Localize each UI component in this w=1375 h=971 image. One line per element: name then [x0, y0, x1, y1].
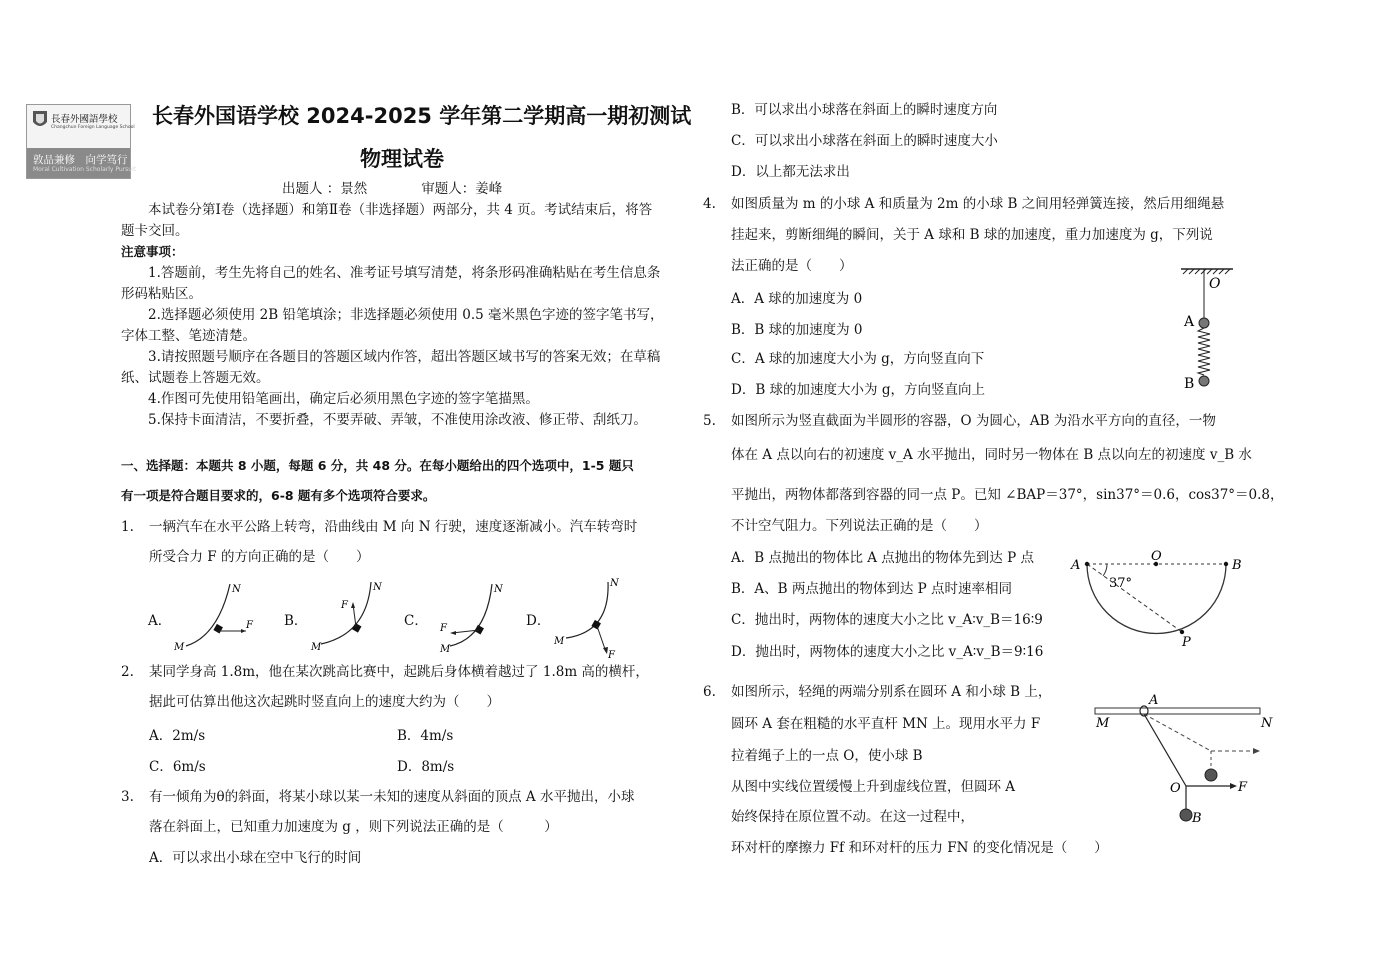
q4-text-2: 挂起来，剪断细绳的瞬间，关于 A 球和 B 球的加速度，重力加速度为 g，下列说: [731, 227, 1213, 243]
authors: 出题人 ：景然 审题人：姜峰: [282, 181, 503, 197]
q2-option-d: D．8m/s: [397, 759, 455, 775]
q2-option-b: B．4m/s: [397, 728, 454, 744]
logo-emblem-area: [27, 105, 135, 148]
q3-option-a: A．可以求出小球在空中飞行的时间: [149, 850, 362, 866]
label-b: B: [1232, 558, 1242, 573]
q2-option-a: A．2m/s: [149, 728, 206, 744]
q1-text-2: 所受合力 F 的方向正确的是（ ）: [149, 549, 370, 565]
q1-diagram-d: [550, 576, 640, 660]
school-title: 长春外国语学校 2024-2025 学年第二学期高一期初测试: [152, 104, 692, 128]
q5-text-4: 不计空气阻力。下列说法正确的是（ ）: [731, 518, 988, 534]
logo-motto-en: Moral Cultivation Scholarly Pursuit: [33, 166, 137, 173]
q1-option-c: C．: [404, 613, 428, 629]
logo-motto-band: [27, 148, 137, 178]
dashed-rope-upper: [1144, 714, 1211, 751]
note-line: 3.请按照题号顺序在各题目的答题区域内作答，超出答题区域书写的答案无效；在草稿: [148, 349, 661, 365]
q1-option-a: A．: [148, 613, 172, 629]
ball-b: [1199, 376, 1209, 386]
q4-text-1: 如图质量为 m 的小球 A 和质量为 2m 的小球 B 之间用轻弹簧连接，然后用细绳悬: [731, 196, 1225, 212]
q3-text-2: 落在斜面上，已知重力加速度为 g ，则下列说法正确的是（ ）: [149, 819, 558, 835]
note-line: 1.答题前，考生先将自己的姓名、准考证号填写清楚，将条形码准确粘贴在考生信息条: [148, 265, 661, 281]
label-n: N: [1261, 716, 1273, 731]
q3-text-1: 有一倾角为θ的斜面，将某小球以某一未知的速度从斜面的顶点 A 水平抛出，小球: [149, 789, 635, 805]
q1-text-1: 一辆汽车在水平公路上转弯，沿曲线由 M 向 N 行驶，速度逐渐减小。汽车转弯时: [149, 519, 638, 535]
label-m: M: [311, 642, 322, 652]
label-m: M: [440, 644, 451, 652]
note-line: 纸、试题卷上答题无效。: [121, 370, 270, 386]
label-a: A: [1071, 558, 1081, 573]
label-n: N: [494, 584, 503, 595]
ball-a: [1199, 318, 1209, 328]
line-ap: [1087, 564, 1182, 632]
note-line: 5.保持卡面清洁，不要折叠，不要弄破、弄皱，不准使用涂改液、修正带、刮纸刀。: [148, 412, 647, 428]
semicircle: [1087, 564, 1226, 634]
arrow-head: [1253, 748, 1260, 754]
q6-ring-diagram: [1090, 688, 1280, 828]
q6-text-2: 圆环 A 套在粗糙的水平直杆 MN 上。现用水平力 F: [731, 716, 1041, 732]
curve-path: [321, 582, 371, 644]
q5-option-c: C．抛出时，两物体的速度大小之比 v_A∶v_B＝16∶9: [731, 612, 1043, 628]
label-n: N: [373, 582, 382, 593]
point-a: [1085, 562, 1089, 566]
q2-number: 2.: [121, 664, 134, 680]
q1-diagram-a: [170, 580, 260, 652]
note-line: 字体工整、笔迹清楚。: [121, 328, 256, 344]
ball-b-dashed: [1205, 769, 1217, 781]
q6-text-5: 始终保持在原位置不动。在这一过程中，: [731, 809, 974, 825]
q2-text-1: 某同学身高 1.8m，他在某次跳高比赛中，起跳后身体横着越过了 1.8m 高的横杆，: [149, 664, 649, 680]
spring-coil: [1198, 328, 1210, 375]
label-b: B: [1184, 376, 1195, 392]
label-n: N: [610, 578, 619, 589]
q1-option-b: B．: [284, 613, 308, 629]
school-logo: [26, 104, 137, 179]
label-m: M: [174, 642, 185, 652]
q4-option-c: C．A 球的加速度大小为 g，方向竖直向下: [731, 351, 985, 367]
q3-option-c: C．可以求出小球落在斜面上的瞬时速度大小: [731, 133, 998, 149]
label-m: M: [1096, 716, 1110, 731]
label-o: O: [1170, 781, 1181, 796]
point-b: [1224, 562, 1228, 566]
label-o: O: [1209, 276, 1221, 292]
curve-path: [450, 584, 492, 646]
q5-text-3: 平抛出，两物体都落到容器的同一点 P。已知 ∠BAP＝37°，sin37°＝0.6，cos37°＝0.8，: [731, 487, 1284, 503]
label-f: F: [341, 600, 348, 611]
q5-option-d: D．抛出时，两物体的速度大小之比 v_A∶v_B＝9∶16: [731, 644, 1044, 660]
q5-text-2: 体在 A 点以向右的初速度 v_A 水平抛出，同时另一物体在 B 点以向左的初速度 v_B 水: [731, 447, 1252, 463]
note-line: 形码粘贴区。: [121, 286, 202, 302]
exam-title: 物理试卷: [360, 147, 444, 171]
ball-b: [1180, 809, 1192, 821]
q4-text-3: 法正确的是（ ）: [731, 258, 853, 274]
q3-option-d: D．以上都无法求出: [731, 164, 850, 180]
q4-number: 4.: [703, 196, 716, 212]
note-line: 4.作图可先使用铅笔画出，确定后必须用黑色字迹的签字笔描黑。: [148, 391, 539, 407]
label-m: M: [554, 636, 565, 647]
q5-option-b: B．A、B 两点抛出的物体到达 P 点时速率相同: [731, 581, 1013, 597]
section1-heading-2: 有一项是符合题目要求的，6-8 题有多个选项符合要求。: [121, 488, 436, 503]
label-f: F: [608, 650, 615, 660]
label-f: F: [246, 620, 253, 631]
q1-diagram-b: [305, 578, 395, 652]
intro-line-2: 题卡交回。: [121, 223, 189, 239]
arrow-head: [450, 631, 456, 635]
q6-text-4: 从图中实线位置缓慢上升到虚线位置，但圆环 A: [731, 779, 1016, 795]
notice-heading: 注意事项：: [121, 244, 184, 259]
section1-heading-1: 一、选择题：本题共 8 小题，每题 6 分，共 48 分。在每小题给出的四个选项中，1-5 题只: [121, 458, 634, 473]
car-marker: [352, 623, 362, 633]
q5-option-a: A．B 点抛出的物体比 A 点抛出的物体先到达 P 点: [731, 550, 1034, 566]
point-p: [1180, 630, 1184, 634]
q3-number: 3.: [121, 789, 134, 805]
q5-semicircle-diagram: [1062, 544, 1252, 650]
car-marker: [213, 624, 223, 634]
q2-option-c: C．6m/s: [149, 759, 206, 775]
q5-number: 5.: [703, 413, 716, 429]
label-a: A: [1184, 314, 1195, 330]
q1-diagram-c: [430, 578, 520, 652]
label-o: O: [1151, 549, 1162, 564]
logo-school-subtitle: Changchun Foreign Language School: [51, 125, 135, 130]
q4-option-b: B．B 球的加速度为 0: [731, 322, 863, 338]
q2-text-2: 据此可估算出他这次起跳时竖直向上的速度大约为（ ）: [149, 694, 500, 710]
q1-number: 1.: [121, 519, 134, 535]
angle-arc: [1103, 564, 1107, 576]
q4-option-d: D．B 球的加速度大小为 g，方向竖直向上: [731, 382, 985, 398]
school-crest-icon: [32, 110, 48, 130]
rod-mn: [1095, 708, 1260, 714]
rope-upper: [1144, 714, 1186, 786]
label-angle: 37°: [1109, 576, 1133, 591]
car-marker: [591, 620, 601, 630]
q4-option-a: A．A 球的加速度为 0: [731, 291, 863, 307]
q3-option-b: B．可以求出小球落在斜面上的瞬时速度方向: [731, 102, 998, 118]
q6-number: 6.: [703, 684, 716, 700]
q6-text-3: 拉着绳子上的一点 O，使小球 B: [731, 748, 923, 764]
logo-motto: 敦品兼修 向学笃行: [33, 154, 128, 166]
arrow-head: [1230, 783, 1237, 789]
logo-school-name: 長春外國語學校: [51, 114, 118, 125]
label-b: B: [1192, 811, 1202, 826]
note-line: 2.选择题必须使用 2B 铅笔填涂；非选择题必须使用 0.5 毫米黑色字迹的签字笔书写，: [148, 307, 664, 323]
q4-spring-diagram: [1175, 262, 1245, 392]
q6-text-6: 环对杆的摩擦力 Ff 和环对杆的压力 FN 的变化情况是（ ）: [731, 840, 1108, 856]
intro-line-1: 本试卷分第Ⅰ卷（选择题）和第Ⅱ卷（非选择题）两部分，共 4 页。考试结束后，将答: [148, 202, 653, 218]
curve-path: [186, 584, 230, 646]
label-a: A: [1149, 693, 1159, 708]
label-p: P: [1182, 635, 1191, 650]
label-f: F: [1238, 780, 1248, 795]
car-marker: [474, 625, 484, 635]
q1-option-d: D．: [526, 613, 551, 629]
label-n: N: [232, 584, 241, 595]
q6-text-1: 如图所示，轻绳的两端分别系在圆环 A 和小球 B 上，: [731, 684, 1052, 700]
q5-text-1: 如图所示为竖直截面为半圆形的容器，O 为圆心，AB 为沿水平方向的直径，一物: [731, 413, 1216, 429]
arrow-head: [351, 602, 355, 608]
label-f: F: [440, 623, 447, 634]
curve-path: [566, 582, 608, 638]
